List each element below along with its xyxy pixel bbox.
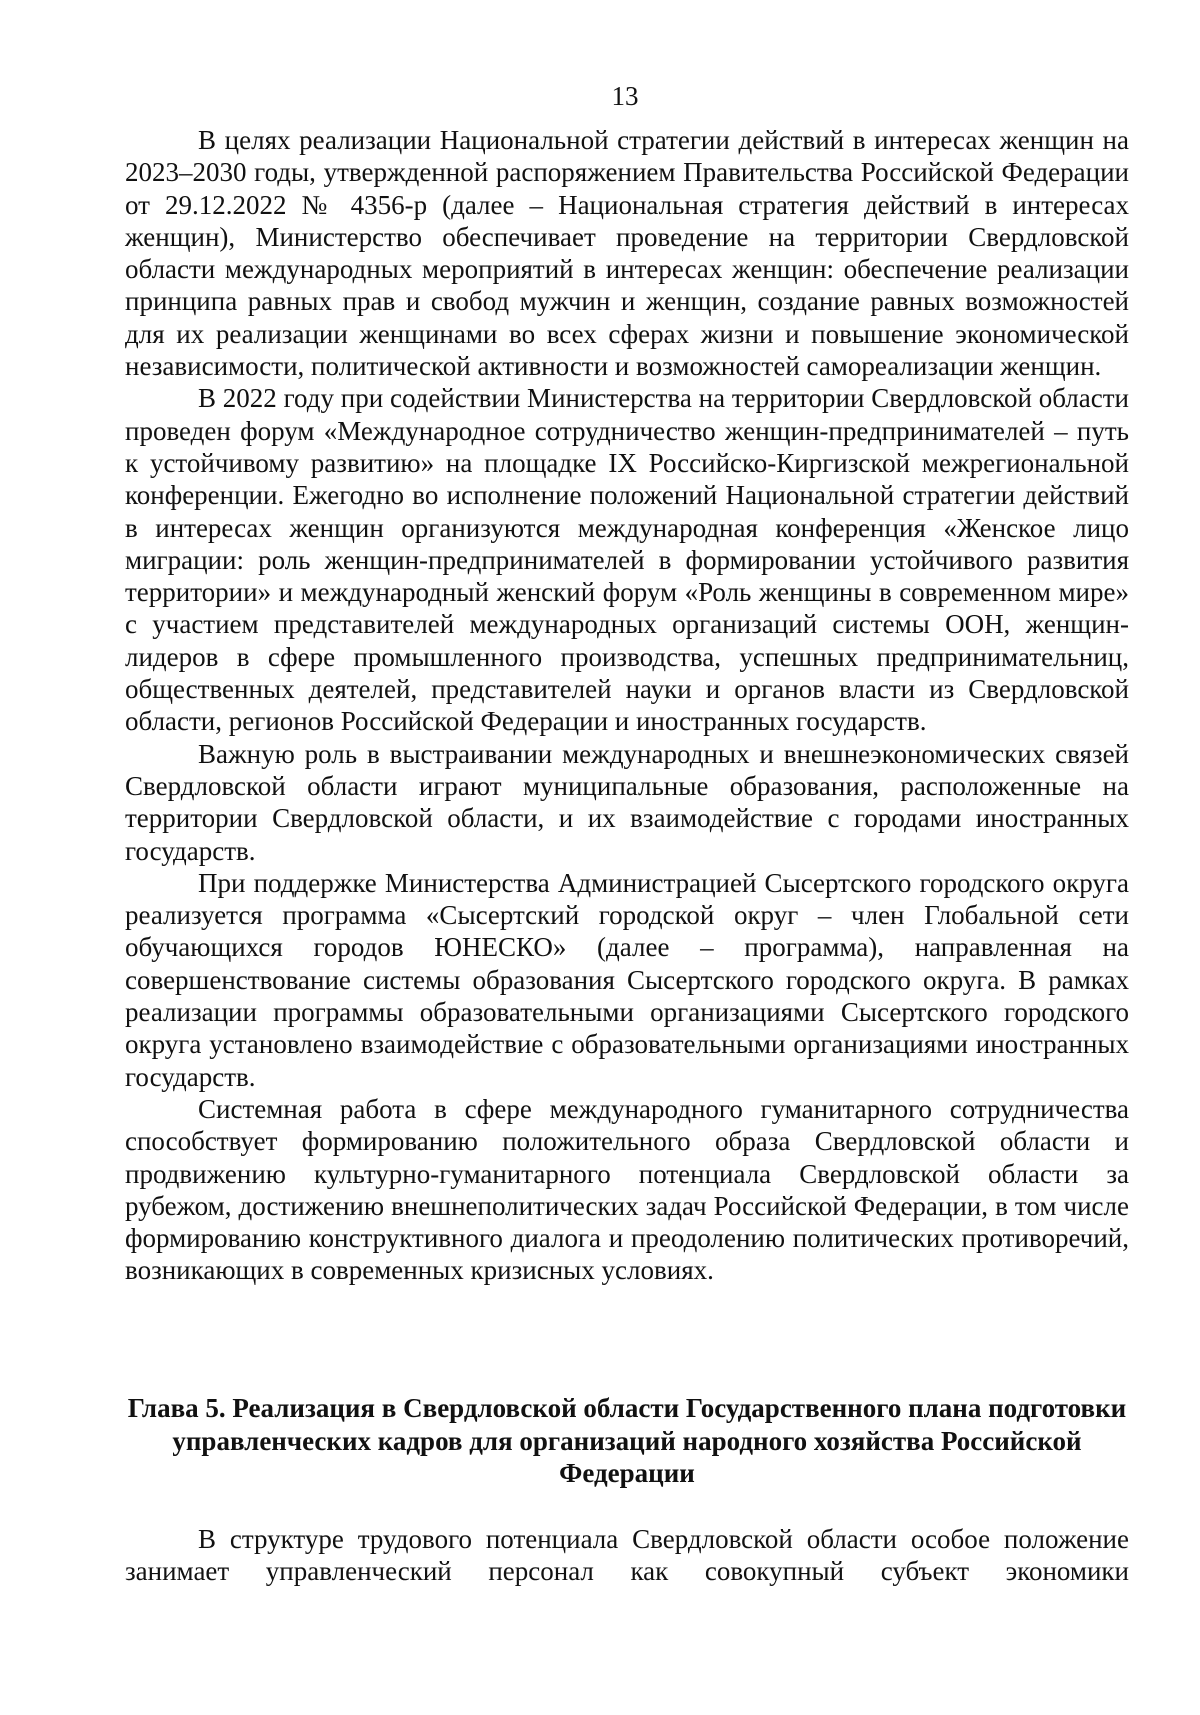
- body-text: [125, 124, 1129, 1287]
- paragraph: В целях реализации Национальной стратегии действий в интересах женщин на 2023–2030 годы, утвержденной распоряжением Правительства Российской Федерации от 29.12.2022 № 4356-р (далее – Национальная стратегия действий в интересах женщин), Министерство обеспечивает проведение на территории Свердловской области международных мероприятий в интересах женщин: обеспечение реализации принципа равных прав и свобод мужчин и женщин, создание равных возможностей для их реализации женщинами во всех сферах жизни и повышение экономической независимости, политической активности и возможностей самореализации женщин.: [125, 125, 1129, 382]
- chapter-heading: Глава 5. Реализация в Свердловской области Государственного плана подготовки управленческих кадров для организаций народного хозяйства Российской Федерации: [127, 1393, 1127, 1488]
- paragraph: При поддержке Министерства Администрацией Сысертского городского округа реализуется программа «Сысертский городской округ – член Глобальной сети обучающихся городов ЮНЕСКО» (далее – программа), направленная на совершенствование системы образования Сысертского городского округа. В рамках реализации программы образовательными организациями Сысертского городского округа установлено взаимодействие с образовательными организациями иностранных государств.: [125, 867, 1129, 1092]
- paragraph: В 2022 году при содействии Министерства на территории Свердловской области проведен форум «Международное сотрудничество женщин-предпринимателей – путь к устойчивому развитию» на площадке IX Российско-Киргизской межрегиональной конференции. Ежегодно во исполнение положений Национальной стратегии действий в интересах женщин организуются международная конференция «Женское лицо миграции: роль женщин-предпринимателей в формировании устойчивого развития территории» и международный женский форум «Роль женщины в современном мире» с участием представителей международных организаций системы ООН, женщин-лидеров в сфере промышленного производства, успешных предпринимательниц, общественных деятелей, представителей науки и органов власти из Свердловской области, регионов Российской Федерации и иностранных государств.: [125, 383, 1129, 737]
- chapter-body-text: [125, 1523, 1129, 1588]
- paragraph: Важную роль в выстраивании международных и внешнеэкономических связей Свердловской области играют муниципальные образования, расположенные на территории Свердловской области, и их взаимодействие с городами иностранных государств.: [125, 738, 1129, 866]
- page-number: 13: [611, 81, 639, 111]
- paragraph: В структуре трудового потенциала Свердловской области особое положение занимает управленческий персонал как совокупный субъект экономики: [125, 1524, 1129, 1587]
- paragraph: Системная работа в сфере международного гуманитарного сотрудничества способствует формированию положительного образа Свердловской области и продвижению культурно-гуманитарного потенциала Свердловской области за рубежом, достижению внешнеполитических задач Российской Федерации, в том числе формированию конструктивного диалога и преодолению политических противоречий, возникающих в современных кризисных условиях.: [125, 1093, 1129, 1286]
